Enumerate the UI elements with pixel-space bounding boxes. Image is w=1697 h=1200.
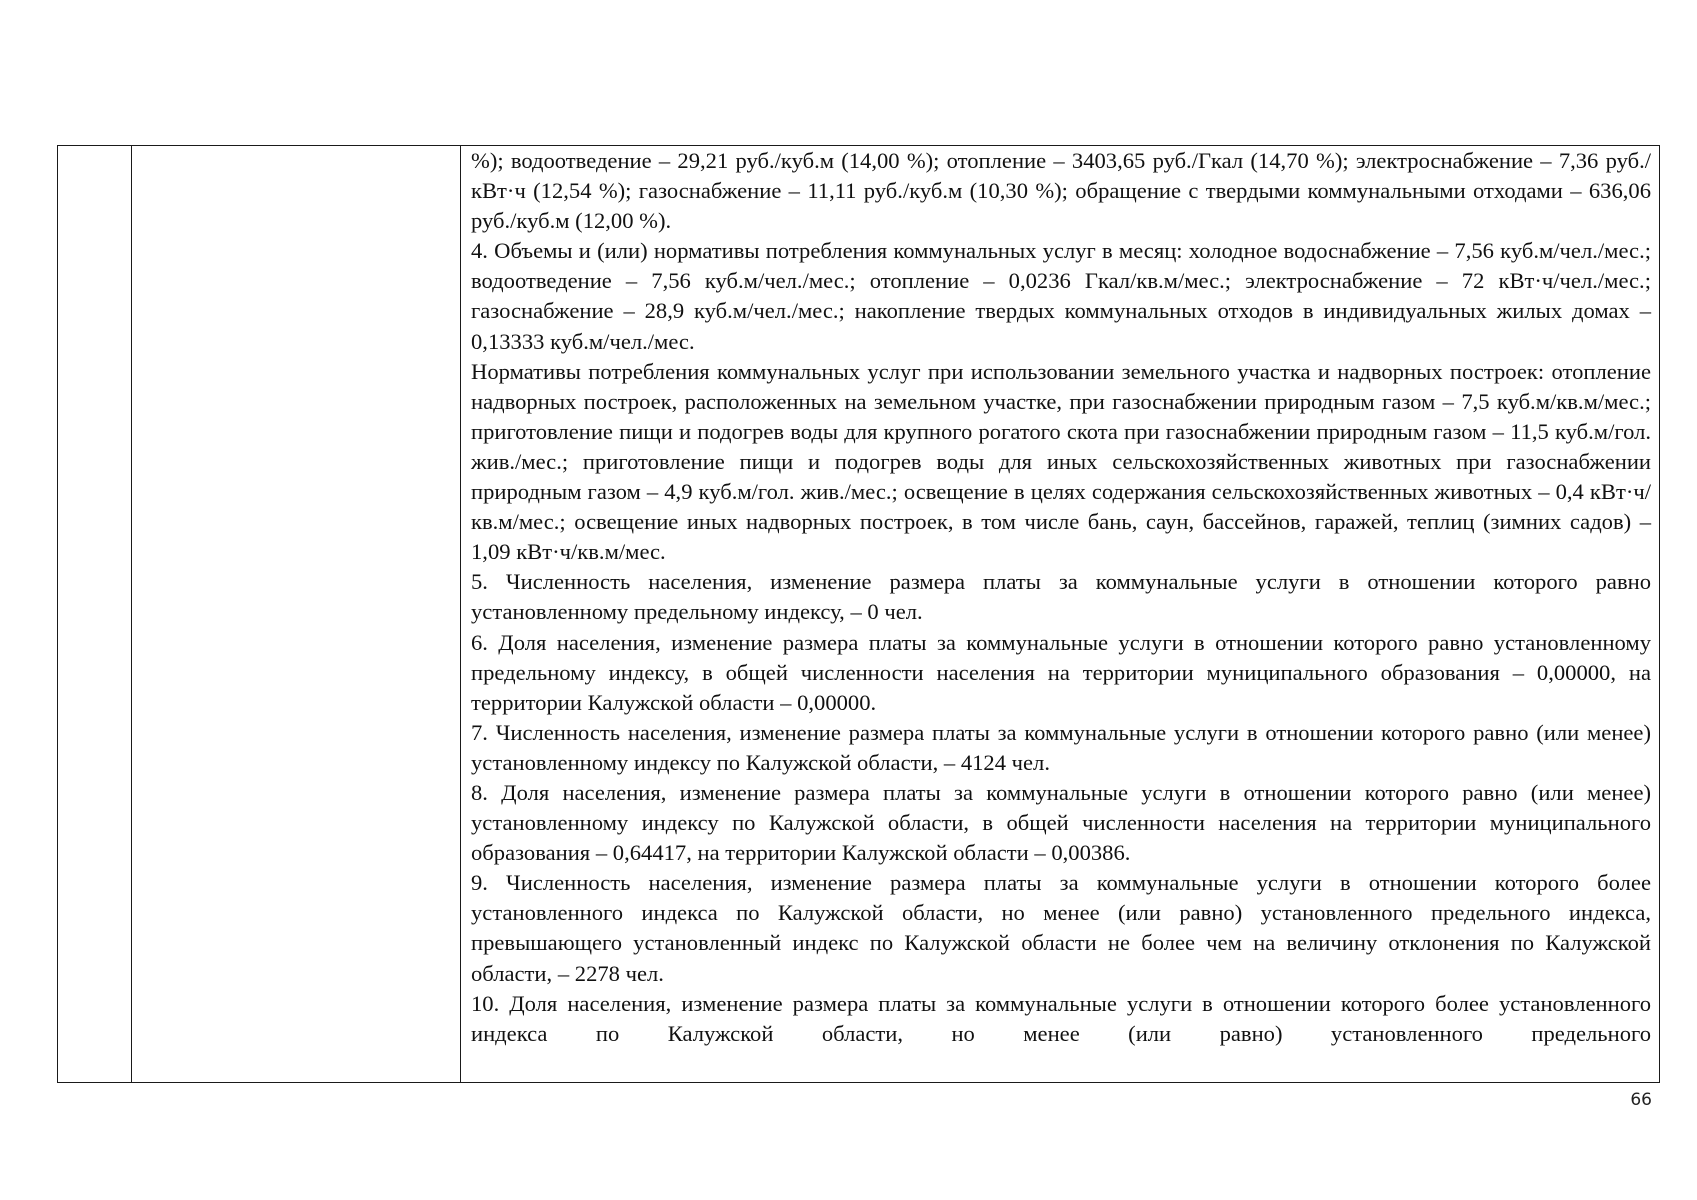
paragraph-5-population-count: 5. Численность населения, изменение размера платы за коммунальные услуги в отношении которого равно установленному предельному индексу, – 0 чел. [471,569,1651,625]
paragraph-4-consumption-volumes: 4. Объемы и (или) нормативы потребления коммунальных услуг в месяц: холодное водоснабжение – 7,56 куб.м/чел./мес.; водоотведение – 7,56 куб.м/чел./мес.; отопление – 0,0236 Гкал/кв.м/мес.; электроснабжение – 72 кВт·ч/чел./мес.; газоснабжение – 28,9 куб.м/чел./мес.; накопление твердых коммунальных отходов в индивидуальных жилых домах – 0,13333 куб.м/чел./мес. [471,238,1651,354]
paragraph-tariffs-continued: %); водоотведение – 29,21 руб./куб.м (14,00 %); отопление – 3403,65 руб./Гкал (14,70 %); электроснабжение – 7,36 руб./кВт·ч (12,54 %); газоснабжение – 11,11 руб./куб.м (10,30 %); обращение с твердыми коммунальными отходами – 636,06 руб./куб.м (12,00 %). [471,148,1651,234]
document-table [57,145,1660,1083]
paragraph-land-plot-norms: Нормативы потребления коммунальных услуг при использовании земельного участка и надворных построек: отопление надворных построек, расположенных на земельном участке, при газоснабжении природным газом – 7,5 куб.м/кв.м/мес.; приготовление пищи и подогрев воды для крупного рогатого скота при газоснабжении природным газом – 11,5 куб.м/гол. жив./мес.; приготовление пищи и подогрев воды для иных сельскохозяйственных животных при газоснабжении природным газом – 4,9 куб.м/гол. жив./мес.; освещение в целях содержания сельскохозяйственных животных – 0,4 кВт·ч/кв.м/мес.; освещение иных надворных построек, в том числе бань, саун, бассейнов, гаражей, теплиц (зимних садов) – 1,09 кВт·ч/кв.м/мес. [471,358,1651,565]
paragraph-6-population-share: 6. Доля населения, изменение размера платы за коммунальные услуги в отношении которого равно установленному предельному индексу, в общей численности населения на территории муниципального образования – 0,00000, на территории Калужской области – 0,00000. [471,629,1651,715]
paragraph-10-population-share: 10. Доля населения, изменение размера платы за коммунальные услуги в отношении которого более установленного индекса по Калужской области, но менее (или равно) установленного предельного [471,990,1651,1046]
page-number: 66 [1630,1090,1652,1110]
table-column-number [58,146,132,1082]
paragraph-9-population-count: 9. Численность населения, изменение размера платы за коммунальные услуги в отношении которого более установленного индекса по Калужской области, но менее (или равно) установленного предельного индекса, превышающего установленный индекс по Калужской области не более чем на величину отклонения по Калужской области, – 2278 чел. [471,870,1651,986]
table-column-title [132,146,461,1082]
paragraph-7-population-count: 7. Численность населения, изменение размера платы за коммунальные услуги в отношении которого равно (или менее) установленному индексу по Калужской области, – 4124 чел. [471,719,1651,775]
table-column-content [461,146,1659,1082]
paragraph-8-population-share: 8. Доля населения, изменение размера платы за коммунальные услуги в отношении которого равно (или менее) установленному индексу по Калужской области, в общей численности населения на территории муниципального образования – 0,64417, на территории Калужской области – 0,00386. [471,779,1651,866]
